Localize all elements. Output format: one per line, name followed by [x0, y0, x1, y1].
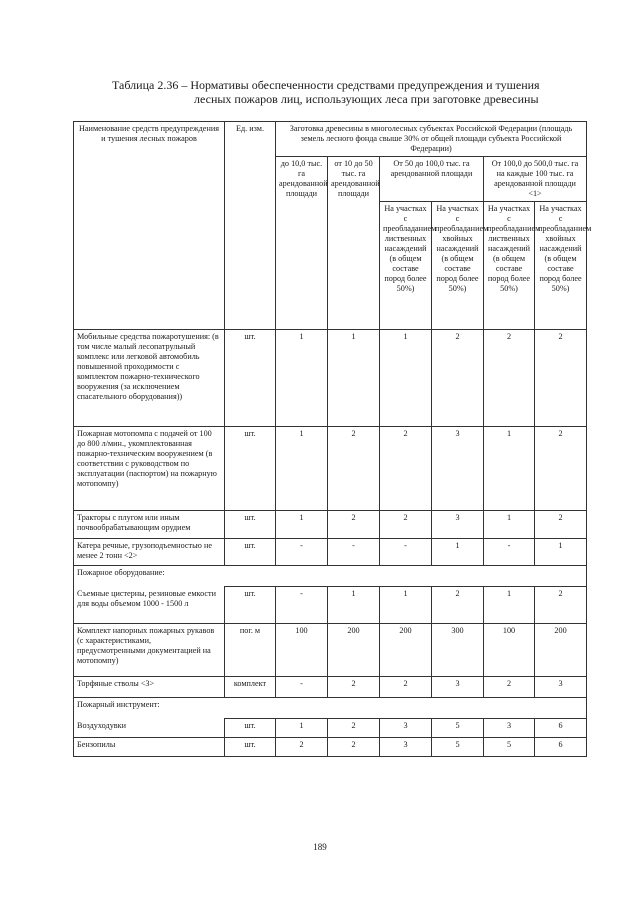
table-row: [74, 677, 587, 698]
cell-value: 3: [380, 738, 432, 757]
cell-value: 1: [380, 587, 432, 624]
cell-value: -: [276, 587, 328, 624]
cell-value: 1: [276, 511, 328, 539]
cell-value: -: [328, 539, 380, 566]
row-name: Торфяные стволы <3>: [74, 677, 225, 698]
row-name: Комплект напорных пожарных рукавов (с характеристиками, предусмотренными документацией на мотопомпу): [74, 624, 225, 677]
row-name: Пожарная мотопомпа с подачей от 100 до 800 л/мин., укомплектованная пожарно-техническим вооружением (в соответствии с руководством по эксплуатации (паспортом) на пожарную мотопомпу): [74, 427, 225, 511]
cell-value: 5: [432, 719, 484, 738]
cell-value: 100: [276, 624, 328, 677]
cell-value: -: [380, 539, 432, 566]
cell-value: 200: [328, 624, 380, 677]
cell-value: 2: [535, 511, 587, 539]
cell-value: 2: [432, 587, 484, 624]
section-row: [74, 566, 587, 587]
header-upto10: до 10,0 тыс. га арендованной площади: [276, 157, 328, 330]
cell-value: 1: [380, 330, 432, 427]
row-name: Бензопилы: [74, 738, 225, 757]
cell-value: 6: [535, 719, 587, 738]
cell-value: 1: [276, 330, 328, 427]
cell-value: -: [276, 539, 328, 566]
row-unit: шт.: [225, 587, 276, 624]
header-50-100: От 50 до 100,0 тыс. га арендованной площади: [380, 157, 484, 202]
row-unit: шт.: [225, 719, 276, 738]
norms-table: [73, 121, 592, 757]
cell-value: 2: [432, 330, 484, 427]
cell-value: 2: [535, 587, 587, 624]
table-row: [74, 738, 587, 757]
cell-value: 200: [535, 624, 587, 677]
table-row: [74, 511, 587, 539]
cell-value: 3: [380, 719, 432, 738]
table-row: [74, 427, 587, 511]
cell-value: 3: [432, 427, 484, 511]
cell-value: 5: [432, 738, 484, 757]
subheader-conifer: На участках с преобладанием хвойных насаждений (в общем составе пород более 50%): [535, 202, 587, 330]
row-unit: шт.: [225, 427, 276, 511]
cell-value: 2: [484, 330, 535, 427]
cell-value: 300: [432, 624, 484, 677]
header-group: Заготовка древесины в многолесных субъектах Российской Федерации (площадь земель лесного фонда свыше 30% от общей площади субъекта Российской Федерации): [276, 122, 587, 157]
row-unit: шт.: [225, 511, 276, 539]
cell-value: 1: [484, 587, 535, 624]
cell-value: 2: [380, 427, 432, 511]
subheader-deciduous: На участках с преобладанием лиственных насаждений (в общем составе пород более 50%): [380, 202, 432, 330]
row-unit: пог. м: [225, 624, 276, 677]
cell-value: 6: [535, 738, 587, 757]
section-label: Пожарный инструмент:: [74, 698, 587, 719]
cell-value: -: [276, 677, 328, 698]
cell-value: 5: [484, 738, 535, 757]
row-unit: комплект: [225, 677, 276, 698]
cell-value: 1: [328, 587, 380, 624]
table-row: [74, 587, 587, 624]
row-name: Съемные цистерны, резиновые емкости для воды объемом 1000 - 1500 л: [74, 587, 225, 624]
header-unit: Ед. изм.: [225, 122, 276, 330]
section-label: Пожарное оборудование:: [74, 566, 587, 587]
table-row: [74, 719, 587, 738]
subheader-conifer: На участках с преобладанием хвойных насаждений (в общем составе пород более 50%): [432, 202, 484, 330]
caption-line-1: Таблица 2.36 – Нормативы обеспеченности средствами предупреждения и тушения: [112, 78, 540, 92]
cell-value: 2: [276, 738, 328, 757]
header-100-500: От 100,0 до 500,0 тыс. га на каждые 100 тыс. га арендованной площади <1>: [484, 157, 587, 202]
cell-value: 1: [328, 330, 380, 427]
cell-value: 1: [276, 427, 328, 511]
cell-value: 3: [535, 677, 587, 698]
cell-value: 2: [328, 738, 380, 757]
section-row: [74, 698, 587, 719]
header-row-1: [74, 122, 587, 157]
caption-line-2: лесных пожаров лиц, использующих леса при заготовке древесины: [194, 92, 539, 106]
page-number: 189: [313, 842, 327, 852]
cell-value: 2: [535, 427, 587, 511]
cell-value: 2: [380, 511, 432, 539]
table-row: [74, 539, 587, 566]
subheader-deciduous: На участках с преобладанием лиственных насаждений (в общем составе пород более 50%): [484, 202, 535, 330]
cell-value: 2: [328, 677, 380, 698]
row-name: Тракторы с плугом или иным почвообрабатывающим орудием: [74, 511, 225, 539]
cell-value: 2: [380, 677, 432, 698]
row-name: Катера речные, грузоподъемностью не менее 2 тонн <2>: [74, 539, 225, 566]
table-row: [74, 624, 587, 677]
cell-value: 1: [535, 539, 587, 566]
table-row: [74, 330, 587, 427]
row-name: Воздуходувки: [74, 719, 225, 738]
cell-value: 1: [276, 719, 328, 738]
cell-value: 1: [484, 427, 535, 511]
cell-value: 3: [484, 719, 535, 738]
row-unit: шт.: [225, 539, 276, 566]
cell-value: 3: [432, 677, 484, 698]
cell-value: 100: [484, 624, 535, 677]
cell-value: 2: [535, 330, 587, 427]
cell-value: -: [484, 539, 535, 566]
cell-value: 1: [484, 511, 535, 539]
row-unit: шт.: [225, 330, 276, 427]
cell-value: 200: [380, 624, 432, 677]
cell-value: 3: [432, 511, 484, 539]
cell-value: 2: [328, 427, 380, 511]
row-unit: шт.: [225, 738, 276, 757]
cell-value: 2: [328, 719, 380, 738]
cell-value: 1: [432, 539, 484, 566]
row-name: Мобильные средства пожаротушения: (в том числе малый лесопатрульный комплекс или легковой автомобиль повышенной проходимости с комплектом пожарно-технического вооружения (за исключением спасательного оборудования)): [74, 330, 225, 427]
cell-value: 2: [328, 511, 380, 539]
header-10-50: от 10 до 50 тыс. га арендованной площади: [328, 157, 380, 330]
header-name: Наименование средств предупреждения и тушения лесных пожаров: [74, 122, 225, 330]
table-caption: [60, 78, 620, 106]
cell-value: 2: [484, 677, 535, 698]
